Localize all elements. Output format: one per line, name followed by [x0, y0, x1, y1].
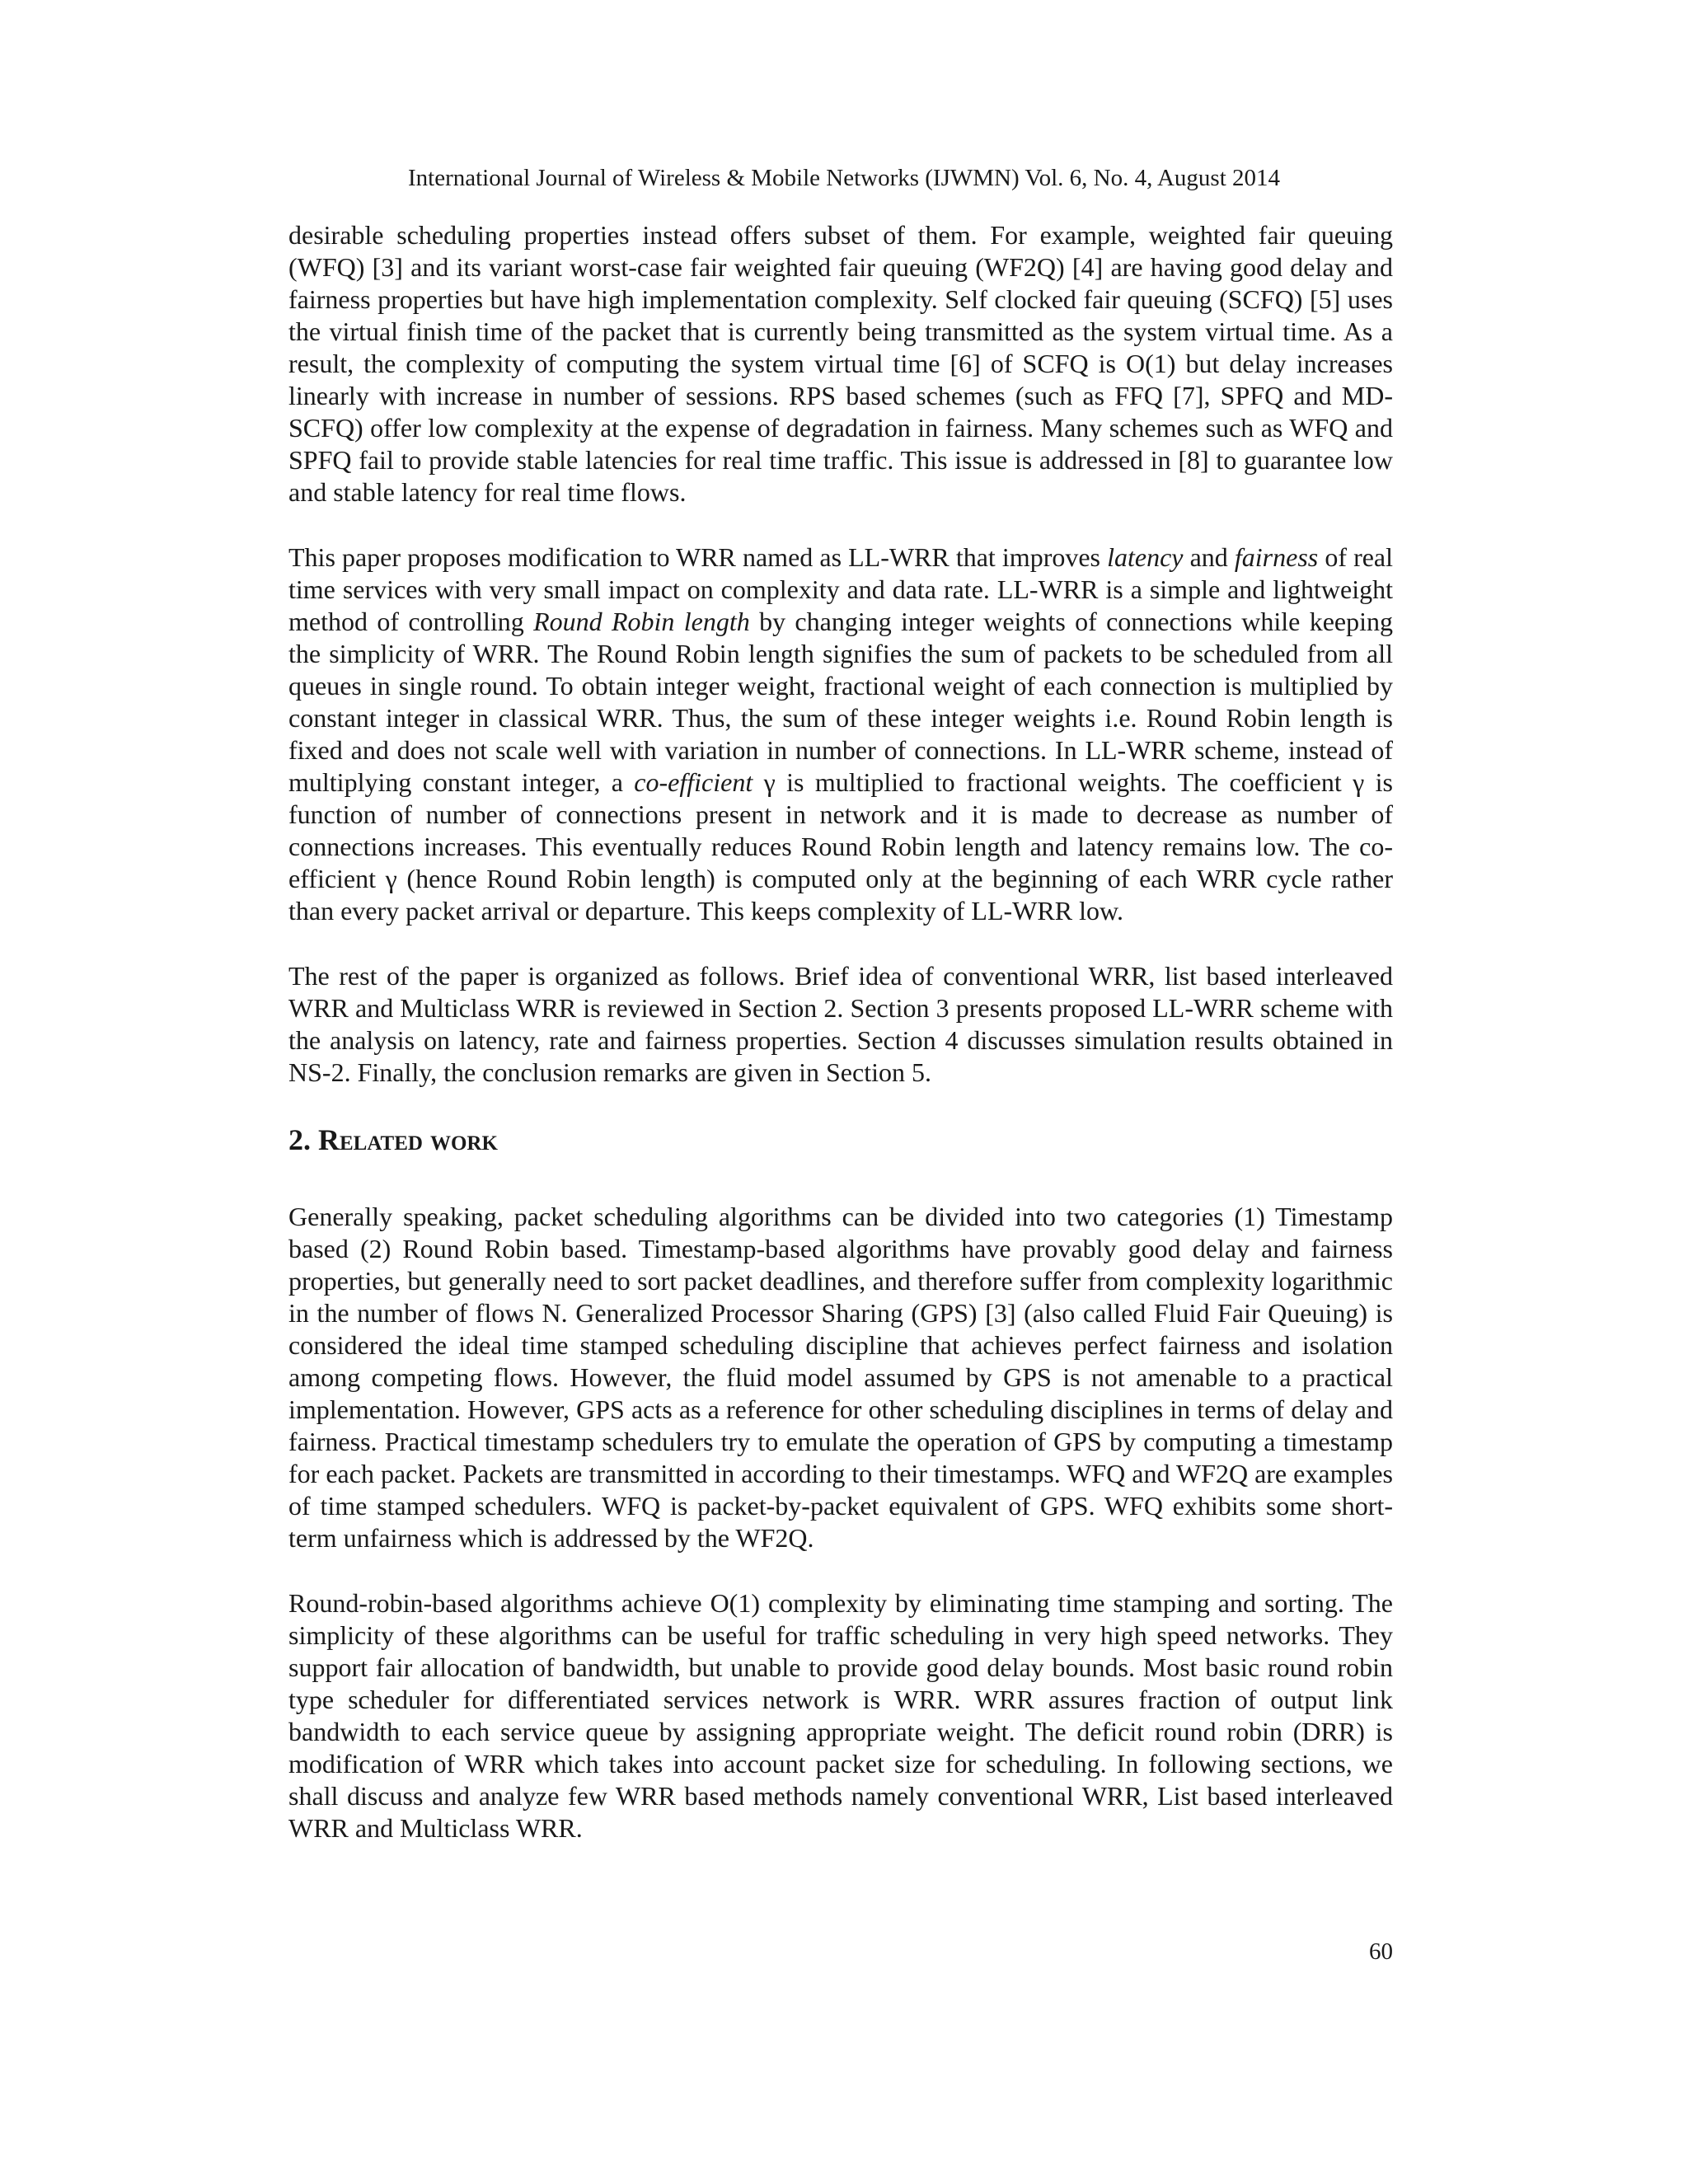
italic-latency: latency: [1107, 542, 1184, 572]
running-header: International Journal of Wireless & Mobile Networks (IJWMN) Vol. 6, No. 4, August 2014: [407, 165, 1281, 191]
paragraph-intro-continued: desirable scheduling properties instead offers subset of them. For example, weighted fair queuing (WFQ) [3] and its variant worst-case fair weighted fair queuing (WF2Q) [4] are having good delay and fairness properties but have high implementation complexity. Self clocked fair queuing (SCFQ) [5] uses the virtual finish time of the packet that is currently being transmitted as the system virtual time. As a result, the complexity of computing the system virtual time [6] of SCFQ is O(1) but delay increases linearly with increase in number of sessions. RPS based schemes (such as FFQ [7], SPFQ and MD-SCFQ) offer low complexity at the expense of degradation in fairness. Many schemes such as WFQ and SPFQ fail to provide stable latencies for real time traffic. This issue is addressed in [8] to guarantee low and stable latency for real time flows.: [288, 220, 1393, 507]
section-title: Related work: [318, 1123, 498, 1156]
italic-co-efficient: co-efficient: [634, 767, 753, 797]
section-heading-related-work: [288, 1122, 1393, 1158]
section-number: 2.: [288, 1123, 318, 1156]
paragraph-timestamp-schedulers: Generally speaking, packet scheduling algorithms can be divided into two categories (1) Timestamp based (2) Round Robin based. Timestamp-based algorithms have provably good delay and fairness properties, but generally need to sort packet deadlines, and therefore suffer from complexity logarithmic in the number of flows N. Generalized Processor Sharing (GPS) [3] (also called Fluid Fair Queuing) is considered the ideal time stamped scheduling discipline that achieves perfect fairness and isolation among competing flows. However, the fluid model assumed by GPS is not amenable to a practical implementation. However, GPS acts as a reference for other scheduling disciplines in terms of delay and fairness. Practical timestamp schedulers try to emulate the operation of GPS by computing a timestamp for each packet. Packets are transmitted in according to their timestamps. WFQ and WF2Q are examples of time stamped schedulers. WFQ is packet-by-packet equivalent of GPS. WFQ exhibits some short-term unfairness which is addressed by the WF2Q.: [288, 1202, 1393, 1553]
text-run: by changing integer weights of connections while keeping the simplicity of WRR. The Round Robin length signifies the sum of packets to be scheduled from all queues in single round. To obtain integer weight, fractional weight of each connection is multiplied by constant integer in classical WRR. Thus, the sum of these integer weights i.e. Round Robin length is fixed and does not scale well with variation in number of connections. In LL-WRR scheme, instead of multiplying constant integer, a: [288, 607, 1394, 797]
italic-fairness: fairness: [1234, 542, 1319, 572]
paragraph-proposal: [288, 541, 1393, 927]
text-run: and: [1183, 542, 1235, 572]
paragraph-organization: The rest of the paper is organized as follows. Brief idea of conventional WRR, list based interleaved WRR and Multiclass WRR is reviewed in Section 2. Section 3 presents proposed LL-WRR scheme with the analysis on latency, rate and fairness properties. Section 4 discusses simulation results obtained in NS-2. Finally, the conclusion remarks are given in Section 5.: [288, 961, 1393, 1087]
text-run: of real time services with very small impact on complexity and data rate. LL-WRR is a simple and lightweight method of controlling: [288, 542, 1394, 636]
text-run: γ is multiplied to fractional weights. The coefficient γ is function of number of connections present in network and it is made to decrease as number of connections increases. This eventually reduces Round Robin length and latency remains low. The co-efficient γ (hence Round Robin length) is computed only at the beginning of each WRR cycle rather than every packet arrival or departure. This keeps complexity of LL-WRR low.: [288, 767, 1394, 926]
page-number: 60: [1369, 1938, 1393, 1965]
text-run: This paper proposes modification to WRR named as LL-WRR that improves: [288, 542, 1108, 572]
page-body: [288, 219, 1393, 1844]
italic-round-robin-length: Round Robin length: [533, 607, 750, 636]
paragraph-round-robin-schedulers: Round-robin-based algorithms achieve O(1) complexity by eliminating time stamping and sorting. The simplicity of these algorithms can be useful for traffic scheduling in very high speed networks. They support fair allocation of bandwidth, but unable to provide good delay bounds. Most basic round robin type scheduler for differentiated services network is WRR. WRR assures fraction of output link bandwidth to each service queue by assigning appropriate weight. The deficit round robin (DRR) is modification of WRR which takes into account packet size for scheduling. In following sections, we shall discuss and analyze few WRR based methods namely conventional WRR, List based interleaved WRR and Multiclass WRR.: [288, 1588, 1393, 1843]
